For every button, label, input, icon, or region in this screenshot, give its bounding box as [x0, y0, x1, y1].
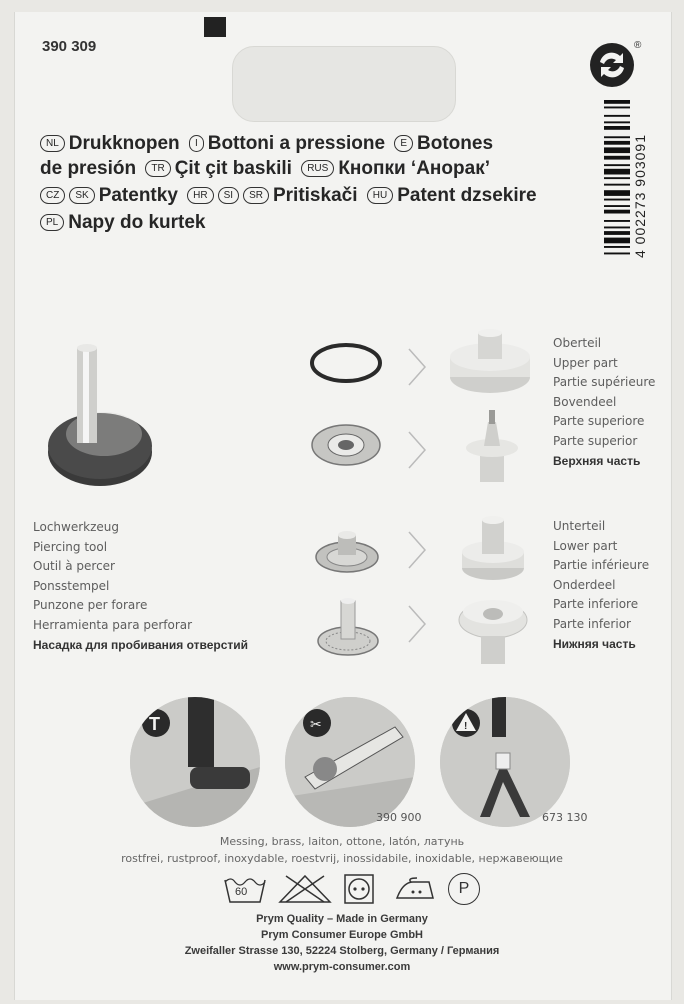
- arrow-chevron-icon: [405, 345, 429, 389]
- barcode-bar: [604, 177, 630, 179]
- website-link[interactable]: www.prym-consumer.com: [273, 961, 411, 973]
- wash-60-icon: 60: [222, 872, 268, 906]
- no-bleach-icon: [278, 874, 332, 904]
- barcode-bar: [604, 253, 630, 255]
- barcode-bar: [604, 169, 630, 175]
- dry-clean-icon: P: [448, 873, 480, 905]
- upper-die-image: [445, 325, 535, 400]
- barcode-bar: [604, 100, 630, 104]
- lower-part-labels: Unterteil Lower part Partie inférieure Onderdeel Parte inferiore Parte inferior Нижняя часть: [553, 519, 650, 651]
- barcode-bar: [604, 246, 630, 248]
- barcode-bar: [604, 184, 630, 186]
- barcode-bar: [604, 231, 630, 235]
- headline-line-3: CZ SK Patentky HR SI SR Pritiskači HU Patent dzsekire: [40, 185, 537, 207]
- quality-line: Prym Quality – Made in Germany: [256, 913, 428, 925]
- address-line: Zweifaller Strasse 130, 52224 Stolberg, Germany / Германия: [184, 945, 500, 957]
- snap-socket-image: [308, 420, 384, 470]
- barcode-bar: [604, 164, 630, 166]
- print-mark: [204, 17, 226, 37]
- barcode-bar: [604, 190, 630, 196]
- tumble-dry-icon: [343, 873, 375, 905]
- headline-line-2: de presión TR Çit çit baskili RUS Кнопки ‘Анорак’: [40, 158, 490, 179]
- barcode-bar: [604, 121, 630, 123]
- article-number: 390 309: [42, 38, 97, 55]
- materials-rustproof: rostfrei, rustproof, inoxydable, roestvrij, inossidabile, inoxidable, нержавеющие: [121, 852, 563, 865]
- lower-die-image: [458, 512, 528, 584]
- barcode-bar: [604, 238, 630, 244]
- barcode-bar: [604, 107, 630, 109]
- headline-line-1: NL Drukknopen I Bottoni a pressione E Botones: [40, 133, 493, 155]
- materials-brass: Messing, brass, laiton, ottone, latón, латунь: [219, 835, 465, 848]
- piercing-tool-image: [40, 330, 170, 500]
- barcode-bar: [604, 147, 630, 153]
- barcode-bar: [604, 136, 630, 138]
- arrow-chevron-icon: [405, 428, 429, 472]
- svg-text:!: !: [464, 721, 468, 732]
- barcode-bar: [604, 210, 630, 214]
- barcode-bar: [604, 205, 630, 207]
- svg-text:T: T: [149, 714, 160, 734]
- piercing-tool-labels: Lochwerkzeug Piercing tool Outil à percer Ponsstempel Punzone per forare Herramienta para perforar Насадка для пробивания отверстий: [33, 520, 249, 652]
- arrow-chevron-icon: [405, 602, 429, 646]
- ring-part-image: [308, 340, 384, 386]
- upper-part-labels: Oberteil Upper part Partie supérieure Bovendeel Parte superiore Parte superior Верхняя часть: [553, 336, 656, 468]
- barcode-number: 4 002273 903091: [632, 134, 648, 258]
- anvil-usage-image: [440, 697, 570, 827]
- barcode-bar: [604, 220, 630, 222]
- barcode-bar: [604, 141, 630, 145]
- tool-ref-673130: 673 130: [542, 811, 588, 824]
- barcode-bar: [604, 227, 630, 229]
- upper-punch-image: [462, 408, 522, 486]
- iron-icon: [393, 876, 437, 902]
- barcode-bar: [604, 115, 630, 117]
- barcode-bar: [604, 126, 630, 130]
- barcode-bar: [604, 199, 630, 201]
- arrow-chevron-icon: [405, 528, 429, 572]
- snap-stud-image: [312, 525, 382, 575]
- registered-mark: ®: [634, 40, 642, 51]
- lower-punch-image: [455, 590, 531, 670]
- headline-line-4: PL Napy do kurtek: [40, 212, 206, 234]
- pliers-usage-image: [285, 697, 415, 827]
- svg-text:✂: ✂: [310, 717, 322, 733]
- hang-hole: [232, 46, 456, 122]
- barcode-bar: [604, 156, 630, 160]
- eyelet-cap-image: [312, 595, 384, 665]
- hammer-usage-image: [130, 697, 260, 827]
- tool-ref-390900: 390 900: [376, 811, 422, 824]
- company-line: Prym Consumer Europe GmbH: [261, 929, 423, 941]
